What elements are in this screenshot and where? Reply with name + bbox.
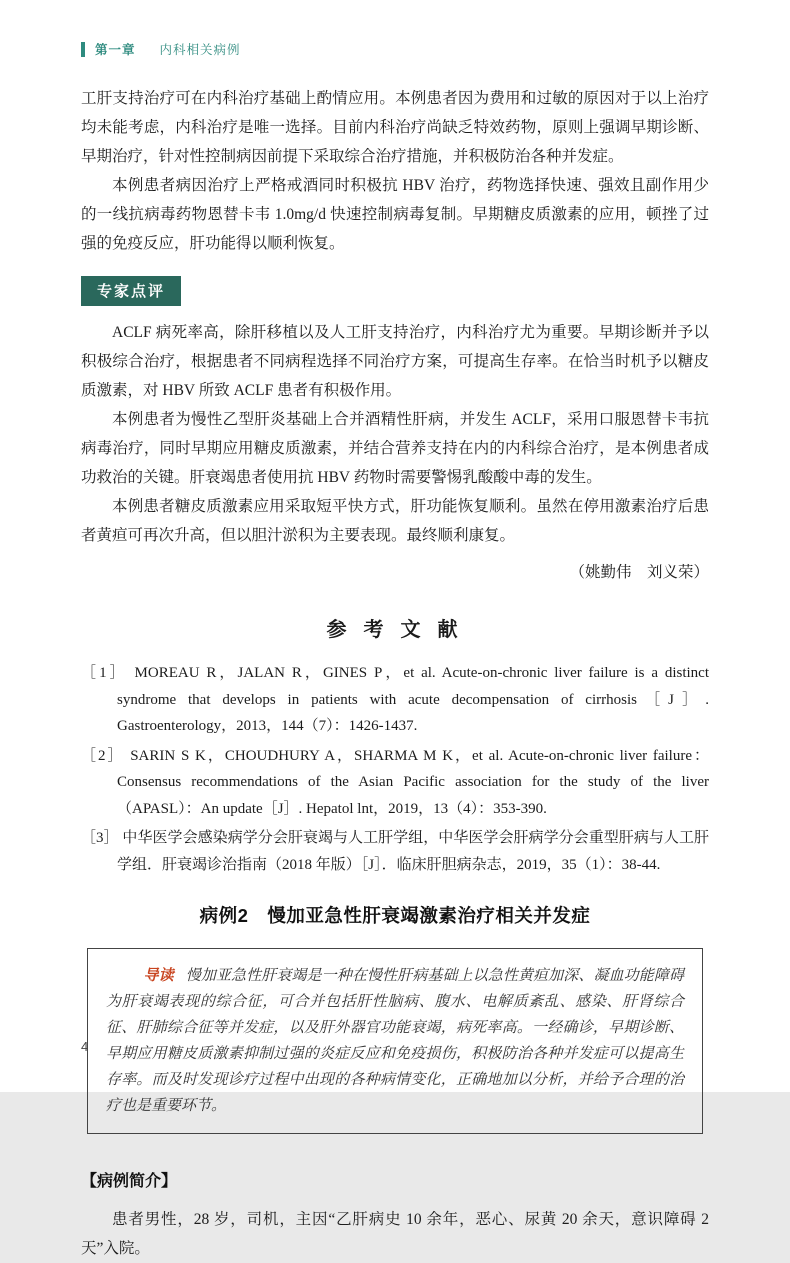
paragraph: 本例患者为慢性乙型肝炎基础上合并酒精性肝病，并发生 ACLF，采用口服恩替卡韦抗病毒治疗，同时早期应用糖皮质激素，并结合营养支持在内的内科综合治疗，是本例患者成功救治的关键。肝衰竭患者使用抗 HBV 药物时需要警惕乳酸酸中毒的发生。: [81, 411, 709, 486]
authors-attribution: （姚勤伟 刘义荣）: [569, 564, 709, 581]
expert-comment-section: [81, 258, 709, 587]
paragraph: 本例患者病因治疗上严格戒酒同时积极抗 HBV 治疗，药物选择快速、强效且副作用少的一线抗病毒药物恩替卡韦 1.0mg/d 快速控制病毒复制。早期糖皮质激素的应用，顿挫了过强的免疫反应，肝功能得以顺利恢复。: [81, 177, 709, 252]
reference-item: ［2］ SARIN S K，CHOUDHURY A，SHARMA M K，et al. Acute-on-chronic liver failure：Consensus recommendations of the Asian Pacific association for the study of the liver（APASL）：An update［J］. Hepatol lnt，2019，13（4）：353-390.: [81, 747, 709, 817]
case-summary-paragraph: 患者男性，28 岁，司机，主因“乙肝病史 10 余年，恶心、尿黄 20 余天，意识障碍 2 天”入院。: [81, 1211, 709, 1257]
paragraph: ACLF 病死率高，除肝移植以及人工肝支持治疗，内科治疗尤为重要。早期诊断并予以积极综合治疗，根据患者不同病程选择不同治疗方案，可提高生存率。在恰当时机予以糖皮质激素，对 HBV 所致 ACLF 患者有积极作用。: [81, 324, 709, 399]
paragraph: 本例患者糖皮质激素应用采取短平快方式，肝功能恢复顺利。虽然在停用激素治疗后患者黄疸可再次升高，但以胆汁淤积为主要表现。最终顺利康复。: [81, 498, 709, 544]
expert-comment-badge: 专家点评: [81, 276, 181, 306]
intro-label: 导读: [143, 968, 174, 984]
reference-item: ［3］ 中华医学会感染病学分会肝衰竭与人工肝学组，中华医学会肝病学分会重型肝病与人工肝学组．肝衰竭诊治指南（2018 年版）［J］．临床肝胆病杂志，2019，35（1）：38-44.: [81, 830, 709, 873]
case-summary-heading: 【病例简介】: [81, 1173, 178, 1190]
intro-text: 慢加亚急性肝衰竭是一种在慢性肝病基础上以急性黄疸加深、凝血功能障碍为肝衰竭表现的综合征，可合并包括肝性脑病、腹水、电解质紊乱、感染、肝肾综合征、肝肺综合征等并发症，以及肝外器官功能衰竭，病死率高。一经确诊，早期诊断、早期应用糖皮质激素抑制过强的炎症反应和免疫损伤，积极防治各种并发症可以提高生存率。而及时发现诊疗过程中出现的各种病情变化，正确地加以分析，并给予合理的治疗也是重要环节。: [106, 968, 684, 1114]
page-number: 4: [81, 1039, 89, 1054]
intro-section: [81, 84, 709, 258]
reference-item: ［1］ MOREAU R，JALAN R，GINES P，et al. Acute-on-chronic liver failure is a distinct syndrome that develops in patients with acute decompensation of cirrhosis［J］. Gastroenterology，2013，144（7）：1426-1437.: [81, 665, 709, 734]
chapter-bar-decoration: [81, 42, 85, 57]
case2-title: 病例2 慢加亚急性肝衰竭激素治疗相关并发症: [199, 905, 591, 926]
case2-section: [81, 902, 709, 1263]
chapter-label: 第一章: [95, 43, 136, 57]
running-header: [81, 40, 709, 58]
references-section: [81, 613, 709, 878]
case2-intro-box: [87, 948, 703, 1134]
chapter-title: 内科相关病例: [159, 43, 241, 57]
references-title: 参 考 文 献: [326, 619, 464, 641]
paragraph: 工肝支持治疗可在内科治疗基础上酌情应用。本例患者因为费用和过敏的原因对于以上治疗均未能考虑，内科治疗是唯一选择。目前内科治疗尚缺乏特效药物，原则上强调早期诊断、早期治疗，针对性控制病因前提下采取综合治疗措施，并积极防治各种并发症。: [81, 90, 709, 165]
case2-intro-paragraph: [106, 963, 684, 1119]
